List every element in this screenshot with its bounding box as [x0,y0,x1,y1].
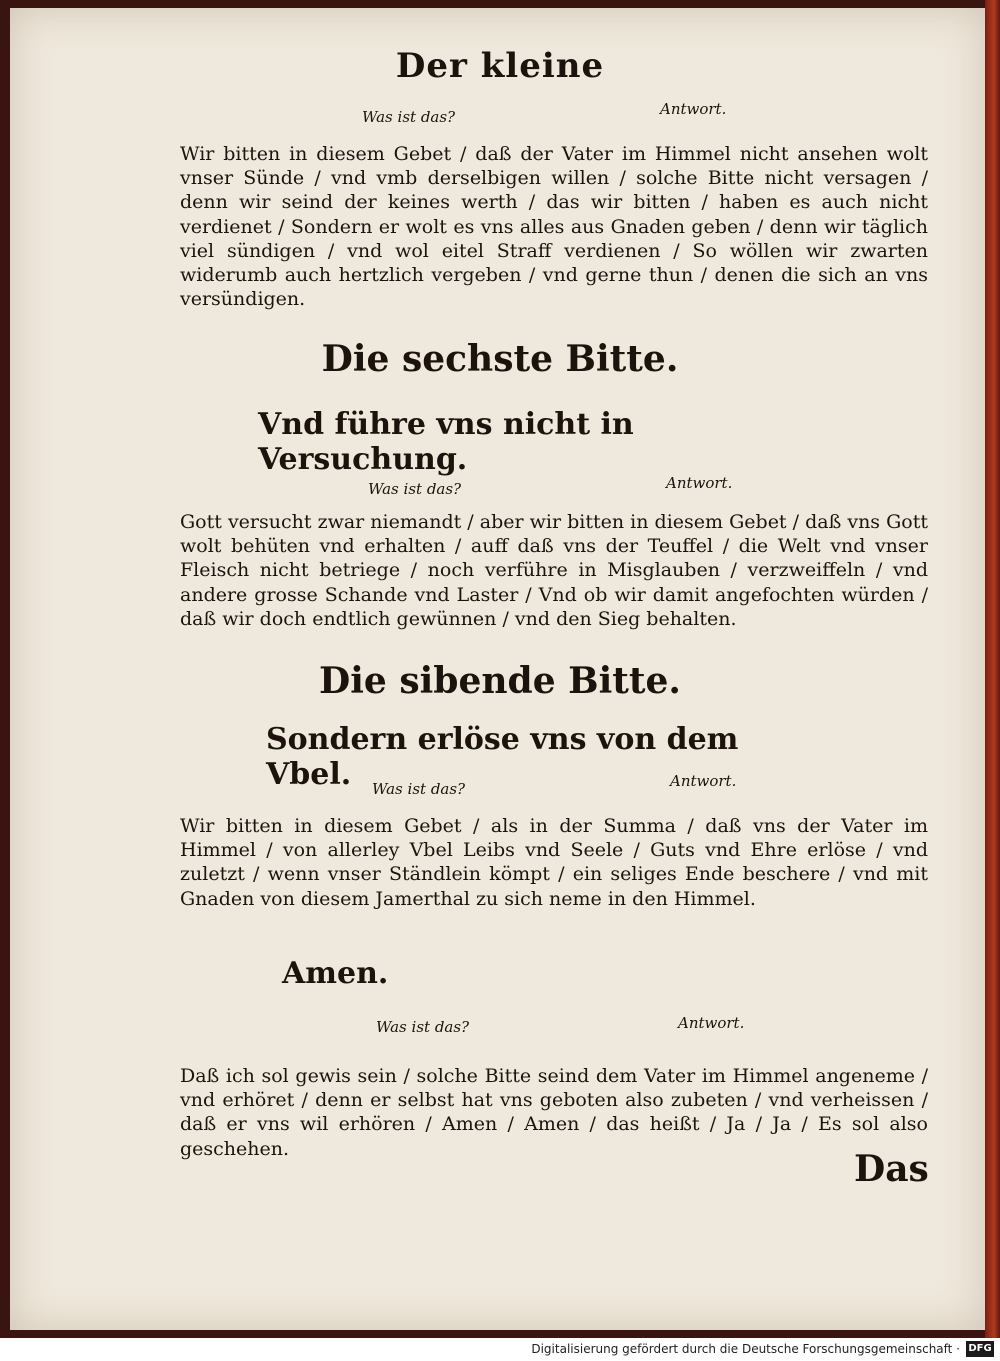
petition-heading: Sondern erlöse vns von dem Vbel. [266,722,739,792]
question-label: Was ist das? [368,480,462,498]
running-head: Der kleine [395,46,605,86]
answer-paragraph: Daß ich sol gewis sein / solche Bitte seind dem Vater im Himmel angeneme / vnd erhöret / denn er selbst hat vns geboten also zubeten / vnd verheissen / daß er vns wil erhören / Amen / Amen / das heißt / Ja / Ja / Es sol also geschehen. [180,1065,928,1160]
catchword: Das [854,1148,929,1190]
answer-paragraph: Gott versucht zwar niemandt / aber wir bitten in diesem Gebet / daß vns Gott wolt behüten vnd erhalten / auff daß vns der Teuffel / die Welt vnd vnser Fleisch nicht betriege / noch verführe in Misglauben / verzweiffeln / vnd andere grosse Schande vnd Laster / Vnd ob wir damit angefochten würden / daß wir doch endtlich gewünnen / vnd den Sieg behalten. [180,511,928,630]
question-label: Was ist das? [372,780,466,798]
dfg-logo: DFG [966,1341,994,1357]
answer-label: Antwort. [670,772,737,790]
section-heading: Die sibende Bitte. [319,660,681,702]
petition-heading: Vnd führe vns nicht in Versuchung. [258,407,634,477]
section-heading: Die sechste Bitte. [321,338,679,380]
footer-bar [0,1338,1000,1361]
answer-label: Antwort. [678,1014,745,1032]
answer-paragraph: Wir bitten in diesem Gebet / als in der Summa / daß vns der Vater im Himmel / von allerley Vbel Leibs vnd Seele / Guts vnd Ehre erlöse / vnd zuletzt / wenn vnser Ständlein kömpt / ein seliges Ende beschere / vnd mit Gnaden von diesem Jamerthal zu sich neme in den Himmel. [180,815,928,910]
answer-label: Antwort. [666,474,733,492]
question-label: Was ist das? [362,108,456,126]
answer-label: Antwort. [660,100,727,118]
question-label: Was ist das? [376,1018,470,1036]
answer-paragraph: Wir bitten in diesem Gebet / daß der Vater im Himmel nicht ansehen wolt vnser Sünde / vnd vmb derselbigen willen / solche Bitte nicht versagen / denn wir seind der keines werth / das wir bitten / haben es auch nicht verdienet / Sondern er wolt es vns alles aus Gnaden geben / denn wir täglich viel sündigen / vnd wol eitel Straff verdienen / So wöllen wir zwarten widerumb auch hertzlich vergeben / vnd gerne thun / denen die sich an vns versündigen. [180,143,928,311]
section-heading: Amen. [282,956,389,991]
funding-notice: Digitalisierung gefördert durch die Deutsche Forschungsgemeinschaft · [531,1342,960,1356]
